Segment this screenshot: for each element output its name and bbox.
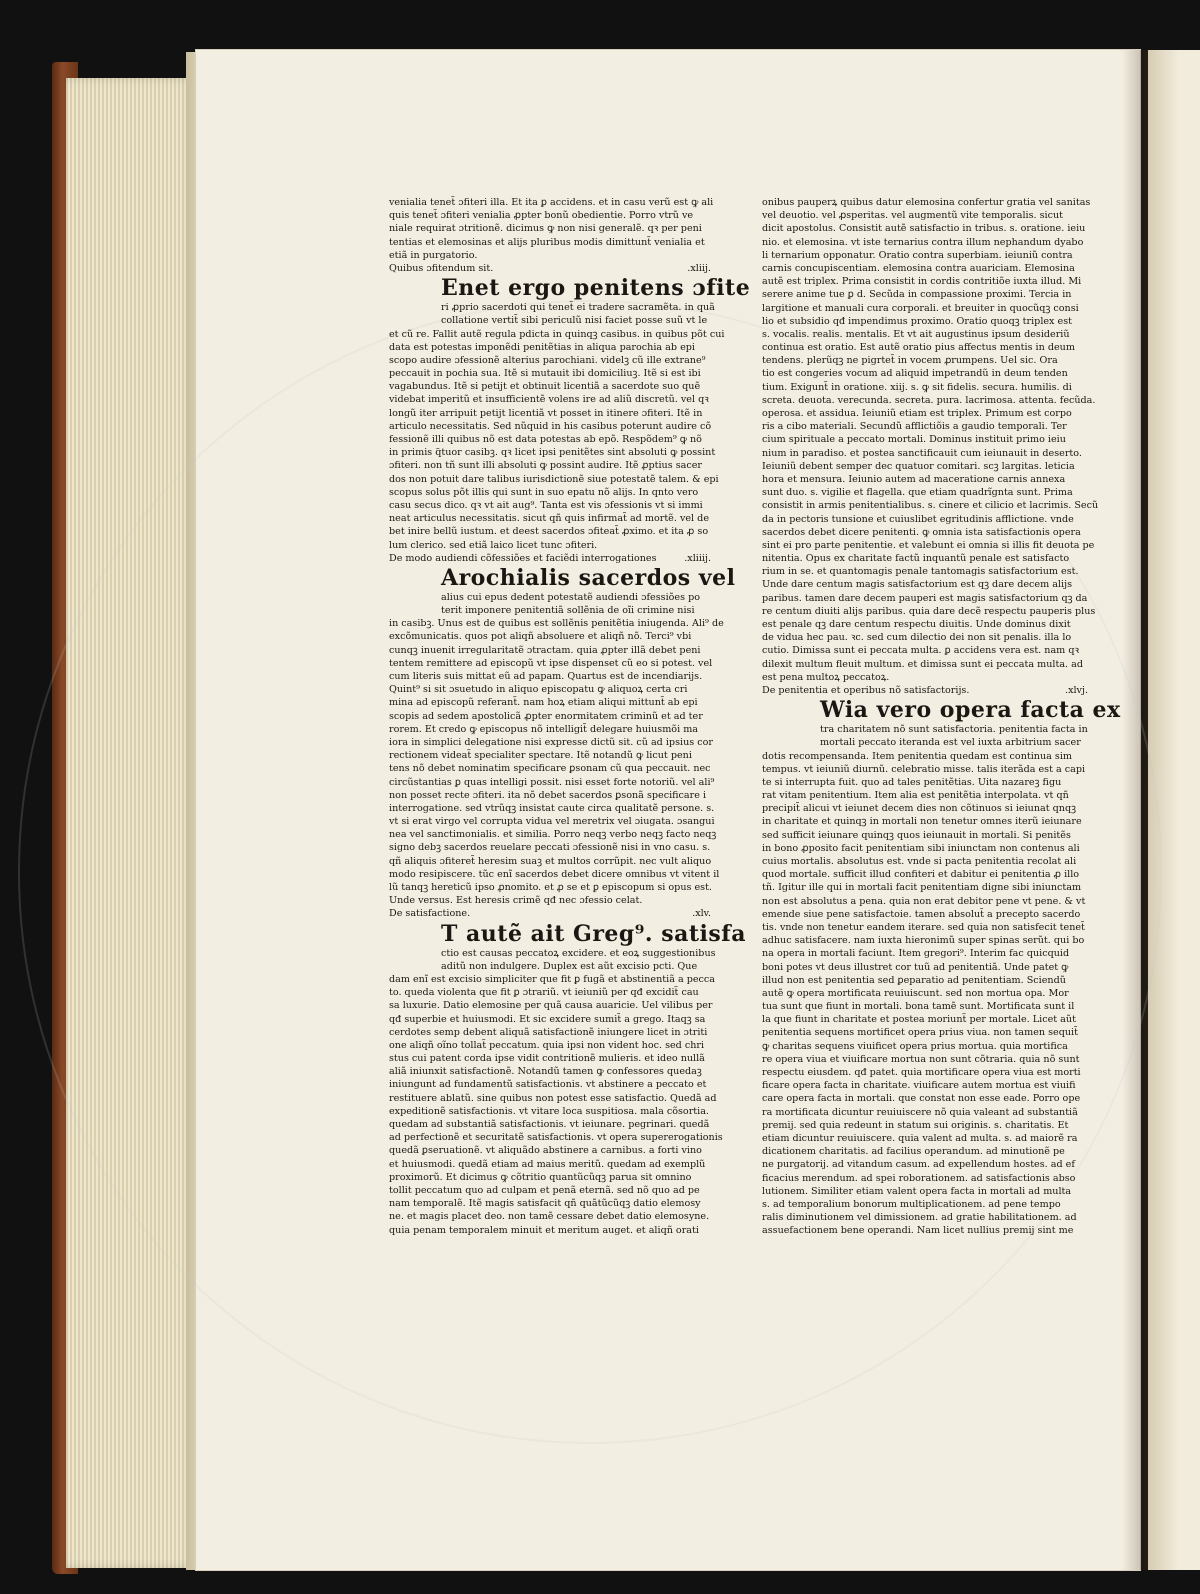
text-line: tollit peccatum quo ad culpam et penã eternã. sed nõ quo ad pe [389, 1184, 700, 1196]
paragraph [389, 196, 714, 262]
text-line: largitione et manuali cura corporali. et breuiter in quocũqꝫ consi [762, 302, 1079, 314]
text-line: casu secus dico. qꝛ vt ait aug⁹. Tanta est vis ɔfessionis vt si immi [389, 499, 703, 511]
text-line: aditũ non indulgere. Duplex est aũt excisio pcti. Que [441, 960, 698, 972]
text-line: terit imponere penitentiã sollẽnia de oĩi crimine nisi [441, 605, 695, 617]
paragraph [762, 723, 1088, 1237]
text-line: peccauit in pochia sua. Itẽ si mutauit ibi domiciliuꝫ. Itẽ si est ibi [389, 368, 701, 380]
text-line: vel deuotio. vel ꝓsperitas. vel augmentũ vite temporalis. sicut [762, 210, 1064, 222]
text-line: tio est congeries vocum ad aliquid impetrandũ in deum tenden [762, 368, 1068, 380]
text-line: respectu eiusdem. qđ patet. quia mortificare opera viua est morti [762, 1067, 1081, 1078]
heading-number: .xliij. [687, 262, 711, 274]
text-line: non est absolutus a pena. quia non erat debitor pene vt pene. & vt [762, 895, 1086, 907]
text-line: articulo necessitatis. Sed nũquid in his casibus poterunt audire cõ [389, 420, 712, 432]
paragraph [389, 591, 724, 908]
text-line: non posset recte ɔfiteri. ita nõ debet sacerdos ꝑsonã specificare i [389, 789, 707, 801]
initial-line: T autẽ ait Greg⁹. satisfa [441, 920, 747, 947]
text-line: excõmunicatis. quos pot aliqñ absoluere et aliqñ nõ. Terci⁹ vbi [389, 631, 692, 643]
text-line: s. ad temporalium bonorum multiplicationem. ad pene tempo [762, 1198, 1061, 1210]
text-line: scopo audire ɔfessionẽ alterius parochiani. videlꝫ cũ ille extrane⁹ [389, 354, 706, 366]
text-line: expeditionẽ satisfactionis. vt vitare loca suspitiosa. mala cõsortia. [389, 1105, 709, 1117]
text-line: cerdotes semp debent aliquã satisfactionẽ iniungere licet in ɔtriti [389, 1026, 708, 1038]
text-line: tñ. Igitur ille qui in mortali facit penitentiam digne sibi iniunctam [762, 882, 1082, 894]
initial-line: Wia vero opera facta ex [820, 697, 1121, 724]
heading-number: .xlvj. [1065, 684, 1088, 696]
heading-text: De satisfactione. [389, 908, 471, 920]
text-line: cutio. Dimissa sunt ei peccata multa. ꝑ accidens vera est. nam qꝛ [762, 645, 1080, 657]
text-line: dam enĩ est excisio simpliciter que fit ꝑ fugã et abstinentiã a pecca [389, 973, 716, 985]
heading-text: De modo audiendi cõfessiões et faciẽdi interrogationes [389, 552, 657, 564]
paragraph [762, 196, 1099, 684]
text-line: continua est oratio. Est autẽ oratio pius affectus mentis in deum [762, 342, 1075, 354]
text-line: nitentia. Opus ex charitate factũ inquantũ penale est satisfacto [762, 553, 1070, 565]
text-line: tra charitatem nõ sunt satisfactoria. penitentia facta in [820, 724, 1088, 736]
text-line: lio et subsidio qđ impendimus proximo. Oratio quoqꝫ triplex est [762, 315, 1072, 327]
text-line: in bono ꝓposito facit penitentiam sibi iniunctam non contenus ali [762, 842, 1080, 854]
text-line: de vidua hec pau. ꝛc. sed cum dilectio dei non sit penalis. illa lo [762, 632, 1072, 644]
text-line: qñ aliquis ɔfiteret̃ heresim suaꝫ et multos corrũpit. nec vult aliquo [389, 855, 712, 867]
text-line: fessionẽ illi quibus nõ est data potestas ab epõ. Respõdem⁹ ꝙ nõ [389, 434, 702, 445]
text-line: to. queda violenta que fit ꝑ ɔtrariũ. vt ieiuniũ per qđ excidit̃ cau [389, 987, 699, 999]
text-line: venialia tenet̃ ɔfiteri illa. Et ita ꝑ accidens. et in casu verũ est ꝙ ali [389, 197, 714, 208]
text-line: etiam dicuntur reuiuiscere. quia valent ad multa. s. ad maiorẽ ra [762, 1132, 1078, 1144]
text-line: care opera facta in mortali. que constat non esse eade. Porro ope [762, 1093, 1081, 1105]
heading-number: .xlv. [692, 908, 711, 920]
heading-text: Quibus ɔfitendum sit. [389, 262, 494, 274]
text-line: onibus pauperꝝ quibus datur elemosina confertur gratia vel sanitas [762, 197, 1091, 208]
text-line: rectionem videat̃ specialiter spectare. Itẽ notandũ ꝙ licut peni [389, 750, 692, 762]
text-line: ɔfiteri. non tñ sunt illi absoluti ꝙ possint audire. Itẽ ꝓptius sacer [389, 460, 702, 472]
text-line: vagabundus. Itẽ si petijt et obtinuit licentiã a sacerdote suo quẽ [389, 381, 701, 393]
text-line: adhuc satisfacere. nam iuxta hieronimũ super spinas serũt. qui bo [762, 935, 1085, 947]
text-line: tendens. plerũqꝫ ne pigrtet̃ in vocem ꝓrumpens. Uel sic. Ora [762, 355, 1058, 367]
text-line: tium. Exigunt̃ in oratione. xiij. s. ꝙ sit fidelis. secura. humilis. di [762, 381, 1072, 393]
text-line: aliã iniunxit satisfactionẽ. Notandũ tamen ꝙ confessores quedaꝫ [389, 1066, 702, 1078]
gutter-shadow [1122, 50, 1150, 1570]
text-line: ra mortificata dicuntur reuiuiscere nõ quia valeant ad substantiã [762, 1106, 1078, 1118]
heading-number: .xliiij. [684, 552, 711, 564]
text-line: mortali peccato iteranda est vel iuxta arbitrium sacer [820, 737, 1081, 749]
text-line: sint ei pro parte penitentie. et valebunt ei omnia si illis fit deuota pe [762, 539, 1095, 551]
text-line: premij. sed quia redeunt in statum sui originis. s. charitatis. Et [762, 1119, 1069, 1131]
text-line: quod mortale. sufficit illud confiteri et dabitur ei penitentia ꝓ illo [762, 869, 1080, 881]
text-line: tentem remittere ad episcopũ vt ipse dispenset cũ eo si potest. vel [389, 657, 713, 669]
text-line: autẽ ꝙ opera mortificata reuiuiscunt. sed non mortua opa. Mor [762, 987, 1069, 999]
text-line: ꝙ charitas sequens viuificet opera prius mortua. quia mortifica [762, 1040, 1068, 1052]
left-text-column [389, 196, 751, 1237]
text-line: scopus solus põt illis qui sunt in suo epatu nõ alijs. In qnto vero [389, 486, 699, 498]
text-line: iniungunt ad fundamentũ satisfactionis. vt abstinere a peccato et [389, 1079, 707, 1091]
text-line: cum literis suis mittat eũ ad papam. Quartus est de incendiarijs. [389, 671, 703, 682]
text-line: operosa. et assidua. Ieiuniũ etiam est triplex. Primum est corpo [762, 408, 1072, 419]
text-line: longũ iter arripuit petijt licentiã vt posset in itinere ɔfiteri. Itẽ in [389, 407, 703, 419]
text-line: nium in paradiso. et postea sanctificauit cum ieiunauit in deserto. [762, 447, 1082, 459]
text-line: ri ꝓprio sacerdoti qui tenet̃ ei tradere sacramẽta. in quã [441, 302, 715, 314]
text-line: signo debꝫ sacerdos reuelare peccati ɔfessionẽ nisi in vno casu. s. [389, 842, 711, 854]
paragraph [389, 301, 725, 552]
text-line: Ieiuniũ debent semper dec quatuor comitari. scꝫ largitas. leticia [762, 460, 1075, 472]
text-line: stus cui patent corda ipse vidit contritionẽ mulieris. et ideo nullã [389, 1053, 705, 1065]
text-line: boni potes vt deus illustret cor tuũ ad penitentiã. Unde patet ꝙ [762, 961, 1069, 973]
text-line: dotis recompensanda. Item penitentia quedam est continua sim [762, 750, 1073, 762]
text-line: vt si erat virgo vel corrupta vidua vel meretrix vel ɔiugata. ɔsangui [389, 816, 715, 828]
section-heading [762, 684, 1088, 697]
text-line: emende siue pene satisfactoie. tamen absolut̃ a precepto sacerdo [762, 908, 1081, 920]
text-line: ad perfectionẽ et securitatẽ satisfactionis. vt opera supererogationis [389, 1132, 723, 1144]
section-heading [389, 907, 711, 920]
text-line: illud non est penitentia sed ꝑeparatio ad penitentiam. Sciendũ [762, 974, 1066, 986]
text-line: Quint⁹ si sit ɔsuetudo in aliquo episcopatu ꝙ aliquoꝝ certa cri [389, 684, 688, 696]
text-line: ralis diminutionem vel dimissionem. ad gratie habilitationem. ad [762, 1212, 1077, 1224]
text-line: dilexit multum fleuit multum. et dimissa sunt ei peccata multa. ad [762, 658, 1084, 670]
text-line: penitentia sequens mortificet opera prius viua. non tamen sequit̃ [762, 1027, 1078, 1039]
text-line: s. vocalis. realis. mentalis. Et vt ait augustinus ipsum desideriũ [762, 328, 1070, 340]
text-line: dicit apostolus. Consistit autẽ satisfactio in tribus. s. oratione. ieiu [762, 223, 1086, 235]
text-line: scopis ad sedem apostolicã ꝓpter enormitatem criminũ et ad ter [389, 710, 703, 722]
text-line: la que fiunt in charitate et postea moriunt̃ per mortale. Licet aũt [762, 1014, 1076, 1026]
text-line: cunqꝫ inuenit irregularitatẽ ɔtractam. quia ꝓpter illã debet peni [389, 644, 701, 656]
text-line: quedam ad substantiã satisfactionis. vt ieiunare. pegrinari. quedã [389, 1119, 710, 1130]
text-line: sed sufficit ieiunare quinqꝫ quos ieiunauit in mortali. Si penitẽs [762, 829, 1071, 841]
text-line: alius cui epus dedent potestatẽ audiendi ɔfessiões po [441, 591, 700, 603]
text-line: nea vel sanctimonialis. et similia. Porro neqꝫ verbo neqꝫ facto neqꝫ [389, 829, 717, 841]
text-line: lũ tanqꝫ hereticũ ipso ꝓnomito. et ꝓ se et ꝑ episcopum si opus est. [389, 882, 712, 893]
text-line: lum clerico. sed etiã laico licet tunc ɔfiteri. [389, 539, 598, 551]
text-line: rorem. Et credo ꝙ episcopus nõ intelligit̃ delegare huiusmõi ma [389, 723, 699, 735]
text-line: tempus. vt ieiuniũ diurnũ. celebratio misse. talis iterãda est a capi [762, 763, 1086, 775]
text-line: nio. et elemosina. vt iste ternarius contra illum nephandum dyabo [762, 236, 1084, 248]
text-line: rat vitam penitentium. Item alia est penitẽtia interpolata. vt qñ [762, 790, 1069, 802]
page-edges [66, 78, 196, 1568]
text-line: cuius mortalis. absolutus est. vnde si pacta penitentia recolat ali [762, 856, 1077, 867]
text-line: li ternarium opponatur. Oratio contra superbiam. ieiuniũ contra [762, 249, 1073, 261]
text-line: na opera in mortali faciunt. Item gregori⁹. Interim fac quicquid [762, 948, 1070, 960]
text-line: niale requirat ɔtritionẽ. dicimus ꝙ non nisi generalẽ. qꝛ per peni [389, 223, 702, 235]
facing-page-edge [1148, 50, 1200, 1570]
text-line: hora et mensura. Ieiunio autem ad maceratione carnis annexa [762, 473, 1066, 485]
text-line: re centum diuiti alijs paribus. quia dare decẽ respectu pauperis plus [762, 605, 1096, 617]
text-line: consistit in armis penitentialibus. s. cinere et cilicio et lacrimis. Secũ [762, 500, 1099, 512]
text-line: bet inire bellũ iustum. et deest sacerdos ɔfiteat̃ ꝓximo. et ita ꝓ so [389, 526, 709, 538]
initial-line: Arochialis sacerdos vel [441, 564, 736, 591]
text-line: assuefactionem bene operandi. Nam licet nullius premij sint me [762, 1225, 1074, 1237]
text-line: Unde versus. Est heresis crimẽ qđ nec ɔfessio celat. [389, 895, 643, 907]
text-line: ne. et magis placet deo. non tamẽ cessare debet datio elemosyne. [389, 1211, 710, 1223]
text-line: autẽ est triplex. Prima consistit in cordis contritiõe iuxta illud. Mi [762, 276, 1082, 288]
text-line: quis tenet̃ ɔfiteri venialia ꝓpter bonũ obedientie. Porro vtrũ ve [389, 210, 694, 222]
text-line: proximorũ. Et dicimus ꝙ cõtritio quantũcũqꝫ parua sit omnino [389, 1171, 692, 1183]
text-line: cium spirituale a peccato mortali. Dominus instituit primo ieiu [762, 434, 1066, 446]
text-line: tua sunt que fiunt in mortali. bona tamẽ sunt. Mortificata sunt il [762, 1001, 1075, 1013]
text-line: da in pectoris tunsione et cuiuslibet egritudinis afflictione. vnde [762, 513, 1074, 525]
text-line: precipit̃ alicui vt ieiunet decem dies non cõtinuos si ieiunat qnqꝫ [762, 803, 1077, 815]
text-line: mina ad episcopũ referant̃. nam hoꝝ etiam aliqui mittunt̃ ab epi [389, 697, 698, 709]
text-line: sunt duo. s. vigilie et flagella. que etiam quadrĩgnta sunt. Prima [762, 487, 1073, 499]
text-line: lutionem. Similiter etiam valent opera facta in mortali ad multa [762, 1185, 1072, 1197]
text-line: ris a cibo materiali. Secundũ afflictiõis a gaudio temporali. Ter [762, 421, 1067, 433]
heading-text: De penitentia et operibus nõ satisfactorijs. [762, 684, 970, 696]
text-line: screta. deuota. verecunda. secreta. pura. lacrimosa. attenta. fecũda. [762, 394, 1096, 406]
text-line: iora in simplici delegatione nisi expresse dictũ sit. cũ ad ipsius cor [389, 736, 713, 748]
text-line: modo resipiscere. tũc enĩ sacerdos debet dicere omnibus vt vitent il [389, 868, 720, 880]
text-line: qđ superbie et huiusmodi. Et sic excidere sumit̃ a grego. Itaqꝫ sa [389, 1013, 706, 1025]
text-line: neat articulus necessitatis. sicut qñ quis infirmat̃ ad mortẽ. vel de [389, 513, 709, 525]
text-line: one aliqñ oĩno tollat̃ peccatum. quia ipsi non vident hoc. sed chri [389, 1039, 705, 1051]
text-line: circũstantias ꝑ quas intelligi possit. nisi esset forte notoriũ. vel ali⁹ [389, 776, 715, 788]
text-line: ctio est causas peccatoꝝ excidere. et eoꝝ suggestionibus [441, 947, 716, 959]
section-heading [389, 262, 711, 275]
text-line: videbat imperitũ et insufficientẽ volens ire ad aliũ discretũ. vel qꝛ [389, 394, 709, 406]
text-line: carnis concupiscentiam. elemosina contra auariciam. Elemosina [762, 262, 1075, 274]
text-line: quedã ꝑseruationẽ. vt aliquãdo abstinere a carnibus. a forti vino [389, 1145, 702, 1157]
text-line: te si interrupta fuit. quo ad tales penitẽtias. Uita nazareꝫ figu [762, 776, 1062, 788]
text-line: data est potestas imponẽdi penitẽtias in aliqua parochia ab epi [389, 341, 695, 353]
text-line: ficare opera facta in charitate. viuificare autem mortua est viuifi [762, 1080, 1076, 1092]
text-line: interrogatione. sed vtrũqꝫ insistat caute circa qualitatẽ persone. s. [389, 802, 715, 814]
text-line: in casibꝫ. Unus est de quibus est sollẽnis penitẽtia iniugenda. Ali⁹ de [389, 618, 724, 630]
text-line: ficacius merendum. ad spei roborationem. ad satisfactionis abso [762, 1172, 1076, 1184]
text-line: et huiusmodi. quedã etiam ad maius meritũ. quedam ad exemplũ [389, 1158, 706, 1170]
text-line: in primis q̃tuor casibꝫ. qꝛ licet ipsi penitẽtes sint absoluti ꝙ possint [389, 447, 716, 459]
text-line: dos non potuit dare talibus iurisdictionẽ siue potestatẽ talem. & epi [389, 473, 719, 485]
text-line: tens nõ debet nominatim specificare ꝑsonam cũ qua peccauit. nec [389, 763, 711, 775]
initial-line: Enet ergo penitens ɔfite [441, 275, 751, 302]
text-line: et cũ re. Fallit autẽ regula pdicta in quinqꝫ casibus. in quibus põt cui [389, 328, 725, 340]
text-line: serere anime tue ꝑ d. Secũda in compassione proximi. Tercia in [762, 289, 1072, 301]
text-line: restituere ablatũ. sine quibus non potest esse satisfactio. Quedã ad [389, 1092, 717, 1104]
text-line: Unde dare centum magis satisfactorium est qꝫ dare decem alijs [762, 579, 1073, 591]
text-line: collatione vertit̃ sibi periculũ nisi faciet posse suũ vt le [441, 315, 708, 327]
text-line: est pena multoꝝ peccatoꝝ. [762, 671, 890, 683]
text-line: quia penam temporalem minuit et meritum auget. et aliqñ orati [389, 1224, 699, 1236]
text-line: est penale qꝫ dare centum respectu diuitis. Unde dominus dixit [762, 619, 1071, 630]
paragraph [389, 947, 723, 1237]
text-line: ne purgatorij. ad vitandum casum. ad expellendum hostes. ad ef [762, 1159, 1075, 1171]
text-line: etiã in purgatorio. [389, 249, 478, 261]
text-line: paribus. tamen dare decem pauperi est magis satisfactorium qꝫ da [762, 592, 1088, 604]
text-line: re opera viua et viuificare mortua non sunt cõtraria. quia nõ sunt [762, 1053, 1080, 1065]
text-line: rium in se. et quantomagis penale tantomagis satisfactorium est. [762, 566, 1079, 578]
section-heading [389, 552, 711, 565]
text-line: sacerdos debet dicere penitenti. ꝙ omnia ista satisfactionis opera [762, 526, 1081, 538]
text-line: dicationem charitatis. ad facilius operandum. ad minutionẽ pe [762, 1146, 1065, 1158]
text-line: tentias et elemosinas et alijs pluribus modis dimittunt̃ venialia et [389, 236, 705, 248]
text-line: tis. vnde non tenetur eandem iterare. sed quia non satisfecit tenet̃ [762, 921, 1085, 933]
right-text-column [762, 196, 1121, 1237]
text-line: sa luxurie. Datio elemosine per quã causa auaricie. Uel vilibus per [389, 1000, 713, 1012]
text-line: nam temporalẽ. Itẽ magis satisfacit qñ quãtũcũqꝫ datio elemosy [389, 1198, 701, 1210]
text-line: in charitate et quinqꝫ in mortali non tenetur omnes iterũ ieiunare [762, 816, 1082, 828]
